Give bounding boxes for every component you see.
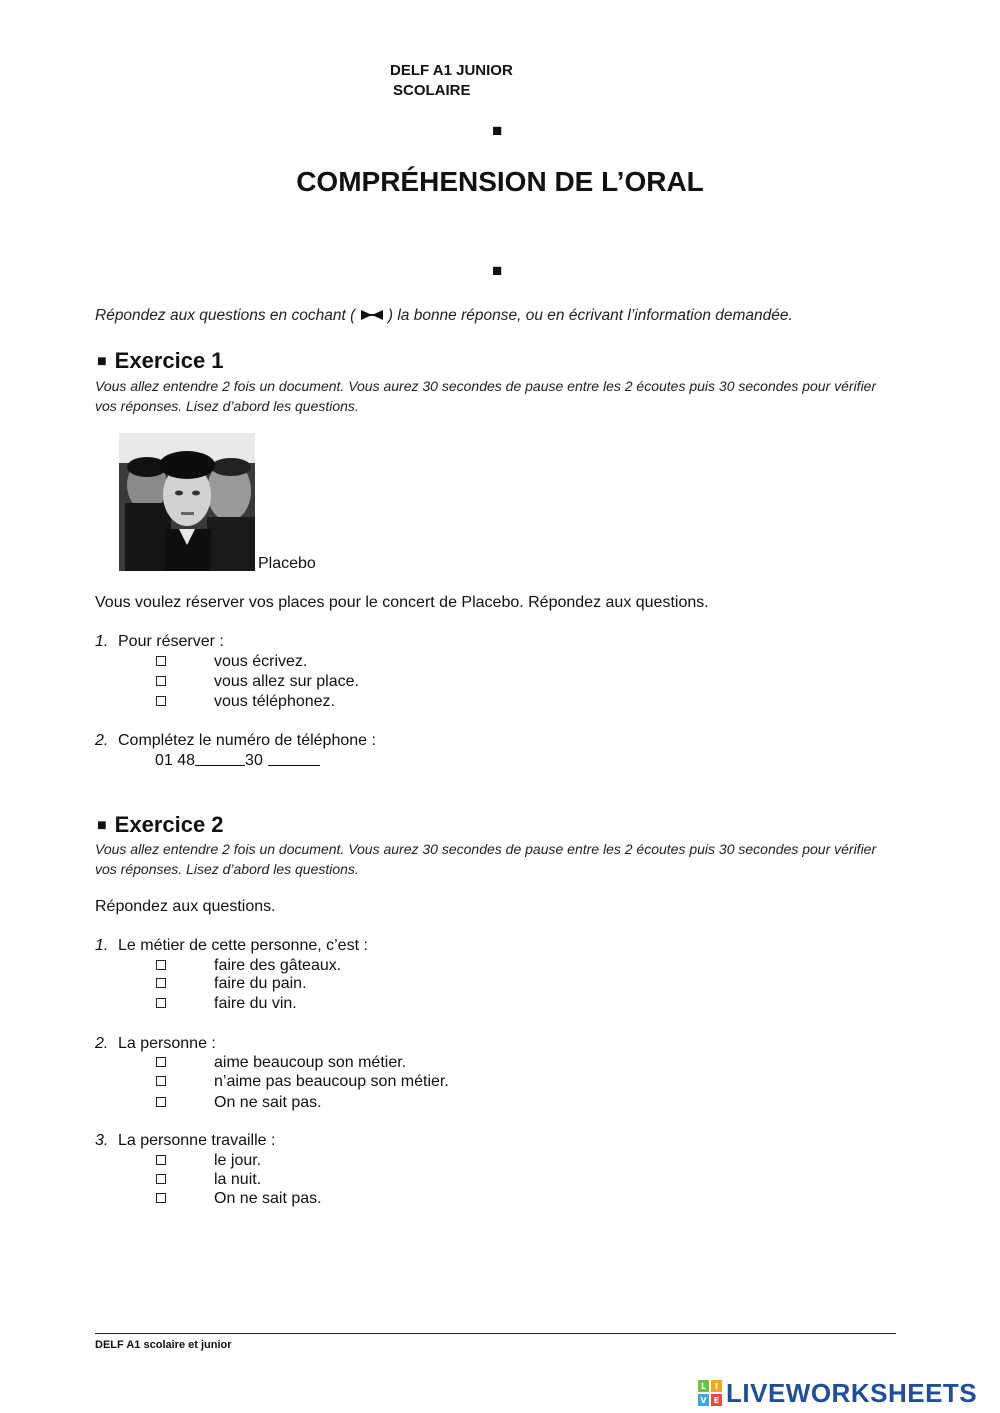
exercise-2-description: Vous allez entendre 2 fois un document. Vous aurez 30 secondes de pause entre les 2 écoutes puis 30 secondes pour vérifier vos réponses. Lisez d’abord les questions. [95, 841, 877, 877]
option-label: n’aime pas beaucoup son métier. [214, 1073, 449, 1090]
question-number: 2. [95, 1035, 109, 1052]
photo-caption: Placebo [258, 555, 316, 572]
header-line-2: SCOLAIRE [393, 82, 471, 99]
liveworksheets-logo[interactable] [698, 1378, 977, 1408]
option-label: On ne sait pas. [214, 1190, 322, 1207]
question-2-3 [95, 1132, 275, 1150]
checkbox[interactable] [156, 978, 166, 988]
checkbox[interactable] [156, 656, 166, 666]
question-number: 1. [95, 633, 109, 650]
phone-part-1: 01 48 [155, 752, 196, 769]
cross-mark-icon [360, 309, 384, 321]
logo-text: LIVEWORKSHEETS [726, 1377, 978, 1408]
exercise-1-heading [97, 348, 224, 374]
option-label: le jour. [214, 1152, 262, 1169]
exercise-1-description: Vous allez entendre 2 fois un document. Vous aurez 30 secondes de pause entre les 2 écoutes puis 30 secondes pour vérifier vos réponses. Lisez d’abord les questions. [95, 378, 877, 414]
question-1-2 [95, 732, 376, 750]
checkbox[interactable] [156, 696, 166, 706]
checkbox[interactable] [156, 1174, 166, 1184]
option-label: faire des gâteaux. [214, 957, 342, 974]
header-line-1: DELF A1 JUNIOR [390, 62, 513, 79]
option-label: aime beaucoup son métier. [214, 1054, 407, 1071]
band-photo [119, 433, 255, 571]
question-text: La personne travaille : [118, 1132, 276, 1149]
checkbox[interactable] [156, 1155, 166, 1165]
question-number: 2. [95, 732, 109, 749]
question-text: Pour réserver : [118, 633, 224, 650]
checkbox[interactable] [156, 960, 166, 970]
exercise-2-title: Exercice 2 [114, 812, 224, 837]
checkbox[interactable] [156, 676, 166, 686]
option-label: vous écrivez. [214, 653, 308, 670]
option-label: On ne sait pas. [214, 1094, 322, 1111]
question-number: 3. [95, 1132, 109, 1149]
option-label: la nuit. [214, 1171, 262, 1188]
question-text: Le métier de cette personne, c’est : [118, 937, 368, 954]
checkbox[interactable] [156, 1076, 166, 1086]
instructions [95, 307, 793, 325]
footer-text: DELF A1 scolaire et junior [95, 1339, 232, 1351]
phone-number [155, 751, 320, 770]
checkbox[interactable] [156, 1193, 166, 1203]
instructions-before: Répondez aux questions en cochant ( [95, 307, 356, 324]
instructions-after: ) la bonne réponse, ou en écrivant l’information demandée. [387, 307, 793, 324]
phone-blank-1[interactable] [195, 751, 245, 766]
checkbox[interactable] [156, 998, 166, 1008]
liveworksheets-logo-icon [698, 1380, 722, 1406]
question-2-2 [95, 1035, 216, 1053]
logo-badge-letter: L [700, 1382, 707, 1391]
exercise-2-heading [97, 812, 224, 838]
phone-part-2: 30 [245, 752, 263, 769]
square-bullet-icon: ■ [492, 121, 503, 140]
square-bullet-icon: ■ [97, 353, 107, 370]
footer-divider [95, 1333, 896, 1334]
logo-badge-letter: V [700, 1396, 707, 1405]
exercise-1-intro: Vous voulez réserver vos places pour le concert de Placebo. Répondez aux questions. [95, 594, 709, 611]
page-title: COMPRÉHENSION DE L’ORAL [296, 166, 704, 197]
logo-badge-letter: E [713, 1396, 720, 1405]
question-number: 1. [95, 937, 109, 954]
phone-blank-2[interactable] [268, 751, 320, 766]
logo-badge-letter: I [715, 1382, 718, 1391]
exercise-1-title: Exercice 1 [114, 348, 224, 373]
option-label: vous téléphonez. [214, 693, 335, 710]
checkbox[interactable] [156, 1057, 166, 1067]
question-1-1 [95, 633, 224, 651]
band-photo-image [119, 433, 255, 571]
question-text: La personne : [118, 1035, 216, 1052]
question-2-1 [95, 937, 368, 955]
option-label: faire du vin. [214, 995, 297, 1012]
square-bullet-icon: ■ [492, 261, 503, 280]
question-text: Complétez le numéro de téléphone : [118, 732, 376, 749]
square-bullet-icon: ■ [97, 817, 107, 834]
option-label: faire du pain. [214, 975, 307, 992]
exercise-2-intro: Répondez aux questions. [95, 898, 276, 915]
checkbox[interactable] [156, 1097, 166, 1107]
option-label: vous allez sur place. [214, 673, 359, 690]
